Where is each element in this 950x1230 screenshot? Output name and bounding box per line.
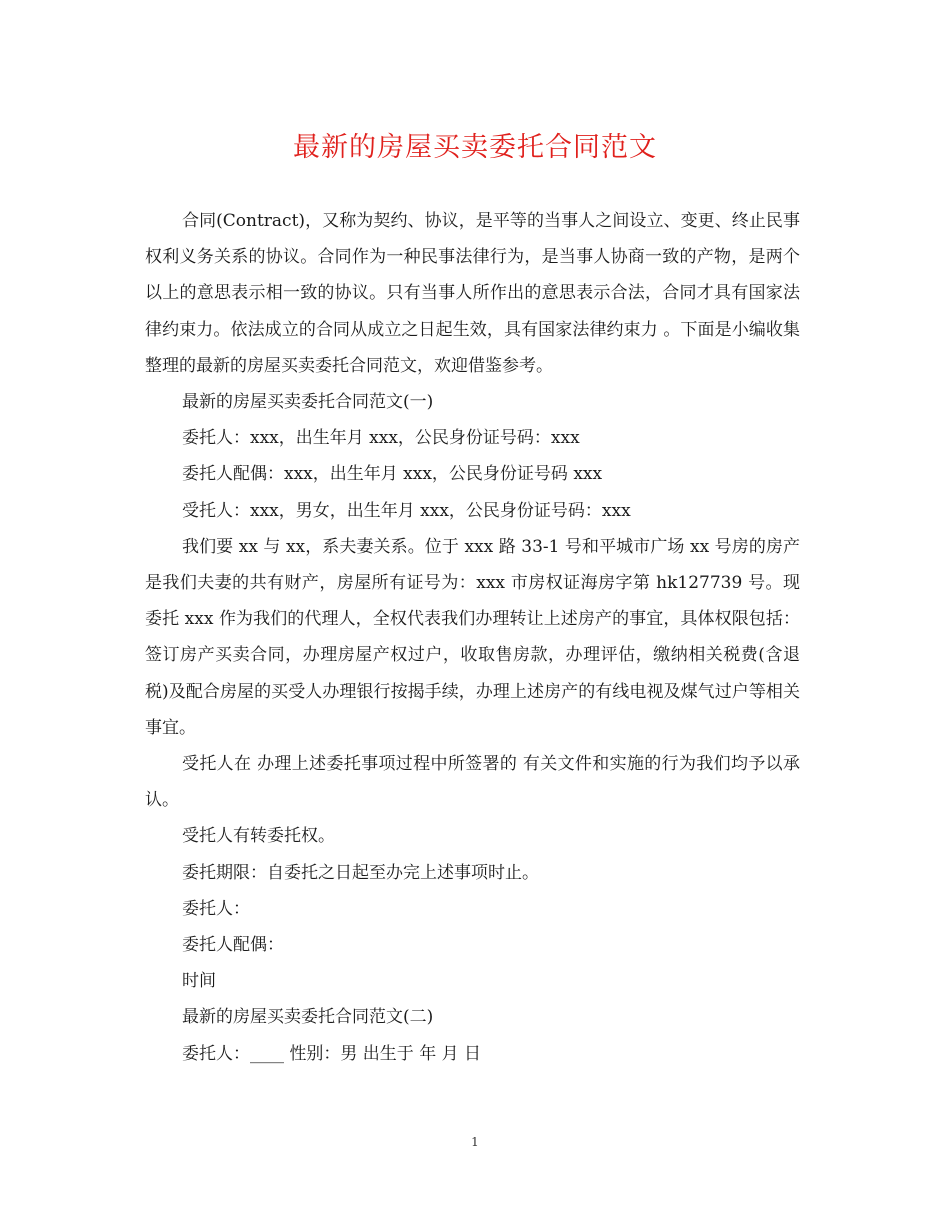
agent-line: 受托人：xxx，男女，出生年月 xxx，公民身份证号码：xxx [182,500,631,521]
term-line: 委托期限：自委托之日起至办完上述事项时止。 [182,862,539,883]
signature-date: 时间 [182,971,216,992]
section-heading-two: 最新的房屋买卖委托合同范文(二) [182,1007,434,1028]
intro-paragraph: 合同(Contract)，又称为契约、协议，是平等的当事人之间设立、变更、终止民事权利义务关系的协议。合同作为一种民事法律行为，是当事人协商一致的产物，是两个以上的意思表示相一致的协议。只有当事人所作出的意思表示合法，合同才具有国家法律约束力。依法成立的合同从成立之日起生效，具有国家法律约束力 。下面是小编收集整理的最新的房屋买卖委托合同范文，欢迎借鉴参考。 [145,211,800,376]
subdelegation-line: 受托人有转委托权。 [182,826,335,847]
signature-principal: 委托人： [182,898,250,919]
document-body [145,203,800,1072]
principal-spouse-line: 委托人配偶：xxx，出生年月 xxx，公民身份证号码 xxx [182,464,603,485]
property-paragraph: 我们要 xx 与 xx，系夫妻关系。位于 xxx 路 33-1 号和平城市广场 xx 号房的房产是我们夫妻的共有财产，房屋所有证号为：xxx 市房权证海房字第 hk127739 号。现委托 xxx 作为我们的代理人，全权代表我们办理转让上述房产的事宜，具体权限包括：签订房产买卖合同，办理房屋产权过户，收取售房款，办理评估，缴纳相关税费(含退税)及配合房屋的买受人办理银行按揭手续，办理上述房产的有线电视及煤气过户等相关事宜。 [145,536,800,738]
page-number: 1 [471,1135,479,1149]
principal-line: 委托人：xxx，出生年月 xxx，公民身份证号码：xxx [182,428,580,449]
acknowledgement-paragraph: 受托人在 办理上述委托事项过程中所签署的 有关文件和实施的行为我们均予以承认。 [145,754,800,811]
document-title: 最新的房屋买卖委托合同范文 [293,132,657,163]
principal-line-two: 委托人：____ 性别：男 出生于 年 月 日 [182,1043,482,1064]
section-heading-one: 最新的房屋买卖委托合同范文(一) [182,392,434,413]
signature-spouse: 委托人配偶： [182,935,284,956]
